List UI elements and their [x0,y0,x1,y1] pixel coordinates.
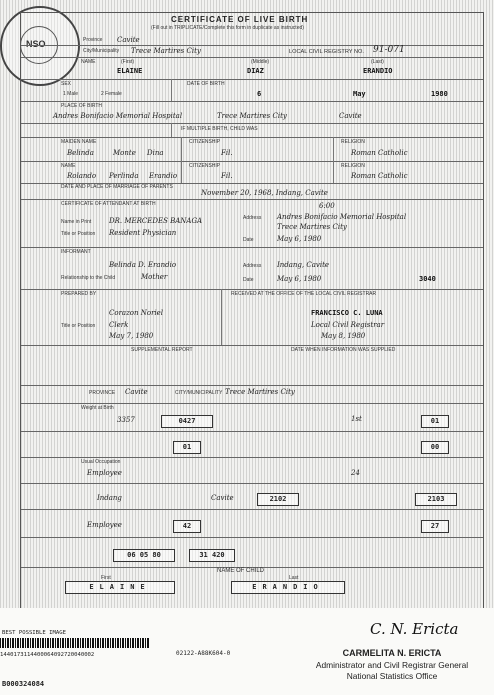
dob-year: 1980 [431,90,448,98]
coding-city: Trece Martires City [225,388,295,396]
code-d-box: 00 [421,441,449,454]
informant-date: May 6, 1980 [277,275,322,283]
certificate-title: CERTIFICATE OF LIVE BIRTH [171,15,309,24]
attendant-time: 6:00 [319,202,335,210]
province-value: Cavite [117,36,140,44]
coding-province: Cavite [125,388,148,396]
birth-city: Trece Martires City [217,112,287,120]
code-a-box: 0427 [161,415,213,428]
registrar-name: FRANCISCO C. LUNA [311,309,383,317]
attendant-title: Resident Physician [109,229,177,237]
occupation-b: Employee [87,521,122,529]
prepared-received-section: PREPARED BY Corazon Noriel Title or Position Clerk May 7, 1980 RECEIVED AT THE OFFICE OF THE LOCAL CIVIL REGISTRAR FRANCISCO C. LUNA Local Civil Registrar May 8, 1980 [21,289,483,346]
reg-code-box: 31 420 [189,549,235,562]
attendant-address: Andres Bonifacio Memorial Hospital [277,213,407,221]
coding-row-2 [21,431,483,458]
multiple-birth-row: IF MULTIPLE BIRTH, CHILD WAS [21,123,483,138]
serial-number: B000324084 [2,680,45,688]
barcode [0,638,150,648]
child-middle-name: DIAZ [247,67,264,75]
coded-first-name: ELAINE [65,581,175,594]
marriage-row: DATE AND PLACE OF MARRIAGE OF PARENTS November 20, 1968, Indang, Cavite [21,183,483,200]
occupation: Employee [87,469,122,477]
signatory-name: CARMELITA N. ERICTA [342,648,442,658]
province-row: Province Cavite [21,35,483,46]
city-value: Trece Martires City [131,47,201,55]
code-b-box: 01 [421,415,449,428]
father-citizenship: Fil. [221,172,233,180]
father-religion: Roman Catholic [351,172,408,180]
child-last-name: ERANDIO [363,67,393,75]
mother-middle-name: Monte [113,149,136,157]
barcode-number: 1440173114400064092720040002 [0,652,95,658]
certificate-subtitle: (Fill out in TRIPLICATE/Complete this form in duplicate as instructed) [151,25,304,31]
coding-row-4 [21,483,483,510]
father-row: NAME Rolando Perlinda Erandio CITIZENSHIP Fil. RELIGION Roman Catholic [21,161,483,184]
child-first-name: ELAINE [117,67,143,75]
code-f-box: 2103 [415,493,457,506]
supplemental-section: SUPPLEMENTAL REPORT DATE WHEN INFORMATION WAS SUPPLIED [21,345,483,386]
father-last-name: Erandio [149,172,178,180]
birth-weight: 3357 [117,416,135,424]
informant-name: Belinda D. Erandio [109,261,177,269]
dob-day: 6 [257,90,262,98]
coded-last-name: ERANDIO [231,581,345,594]
mother-row: MAIDEN NAME Belinda Monte Dina CITIZENSHIP Fil. RELIGION Roman Catholic [21,137,483,162]
informant-address: Indang, Cavite [277,261,330,269]
attendant-name: DR. MERCEDES BANAGA [109,217,203,225]
registrar-title: Local Civil Registrar [311,321,385,329]
mother-last-name: Dina [147,149,164,157]
coding-row-5 [21,509,483,538]
father-first-name: Rolando [67,172,97,180]
registrar-date: May 8, 1980 [321,332,366,340]
sex-dob-row: SEX 1 Male 2 Female DATE OF BIRTH 6 May 1980 [21,79,483,102]
coding-province-row: PROVINCE Cavite CITY/MUNICIPALITY Trece Martires City [21,385,483,404]
father-middle-name: Perlinda [109,172,139,180]
mother-age: 24 [351,469,360,477]
code-e-box: 2102 [257,493,299,506]
birth-province: Cavite [339,112,362,120]
mother-religion: Roman Catholic [351,149,408,157]
informant-relationship: Mother [141,273,168,281]
mother-first-name: Belinda [67,149,94,157]
informant-section: INFORMANT Belinda D. Erandio Relationship to the Child Mother Address Indang, Cavite Date May 6, 1980 3040 [21,247,483,290]
place-of-birth-row: PLACE OF BIRTH Andres Bonifacio Memorial Hospital Trece Martires City Cavite [21,101,483,124]
birth-certificate-form [20,12,484,610]
child-name-row: NAME (First) (Middle) (Last) ELAINE DIAZ ERANDIO [21,57,483,80]
signatory-title: Administrator and Civil Registrar General [315,660,469,670]
marriage-value: November 20, 1968, Indang, Cavite [201,189,328,197]
coding-row-1: Weight at Birth 3357 0427 1st 01 [21,403,483,432]
coding-row-6 [21,537,483,568]
coding-name-row: NAME OF CHILD First Last ELAINE ERANDIO [21,567,483,595]
preparer-date: May 7, 1980 [109,332,154,340]
dob-month: May [353,90,366,98]
attendant-section: CERTIFICATE OF ATTENDANT AT BIRTH 6:00 Name in Print DR. MERCEDES BANAGA Title or Position Resident Physician Address Andres Bonifacio Memorial Hospital Trece Martires City Date May 6, 1980 [21,199,483,248]
code-h-box: 27 [421,520,449,533]
residence: Indang [97,494,122,502]
birth-hospital: Andres Bonifacio Memorial Hospital [53,112,183,120]
date-code-box: 06 05 80 [113,549,175,562]
signatory-office: National Statistics Office [346,671,438,681]
preparer-name: Corazon Noriel [109,309,164,317]
code-g-box: 42 [173,520,201,533]
registry-label: LOCAL CIVIL REGISTRY NO. [289,49,364,55]
signature: C. N. Ericta [370,620,459,638]
informant-code: 3040 [419,275,436,283]
registry-number: 91-071 [373,45,405,55]
best-image-label: BEST POSSIBLE IMAGE [2,630,66,636]
seal-text: NSO [26,39,46,49]
attendant-date: May 6, 1980 [277,235,322,243]
document-code: 02122-A88K604-0 [176,650,231,657]
birth-order: 1st [351,415,362,423]
city-row: City/Municipality Trece Martires City LOCAL CIVIL REGISTRY NO. 91-071 [21,45,483,58]
mother-citizenship: Fil. [221,149,233,157]
coding-row-3: Usual Occupation Employee 24 [21,457,483,484]
code-c-box: 01 [173,441,201,454]
attendant-address-city: Trece Martires City [277,223,347,231]
residence-province: Cavite [211,494,234,502]
preparer-title: Clerk [109,321,129,329]
